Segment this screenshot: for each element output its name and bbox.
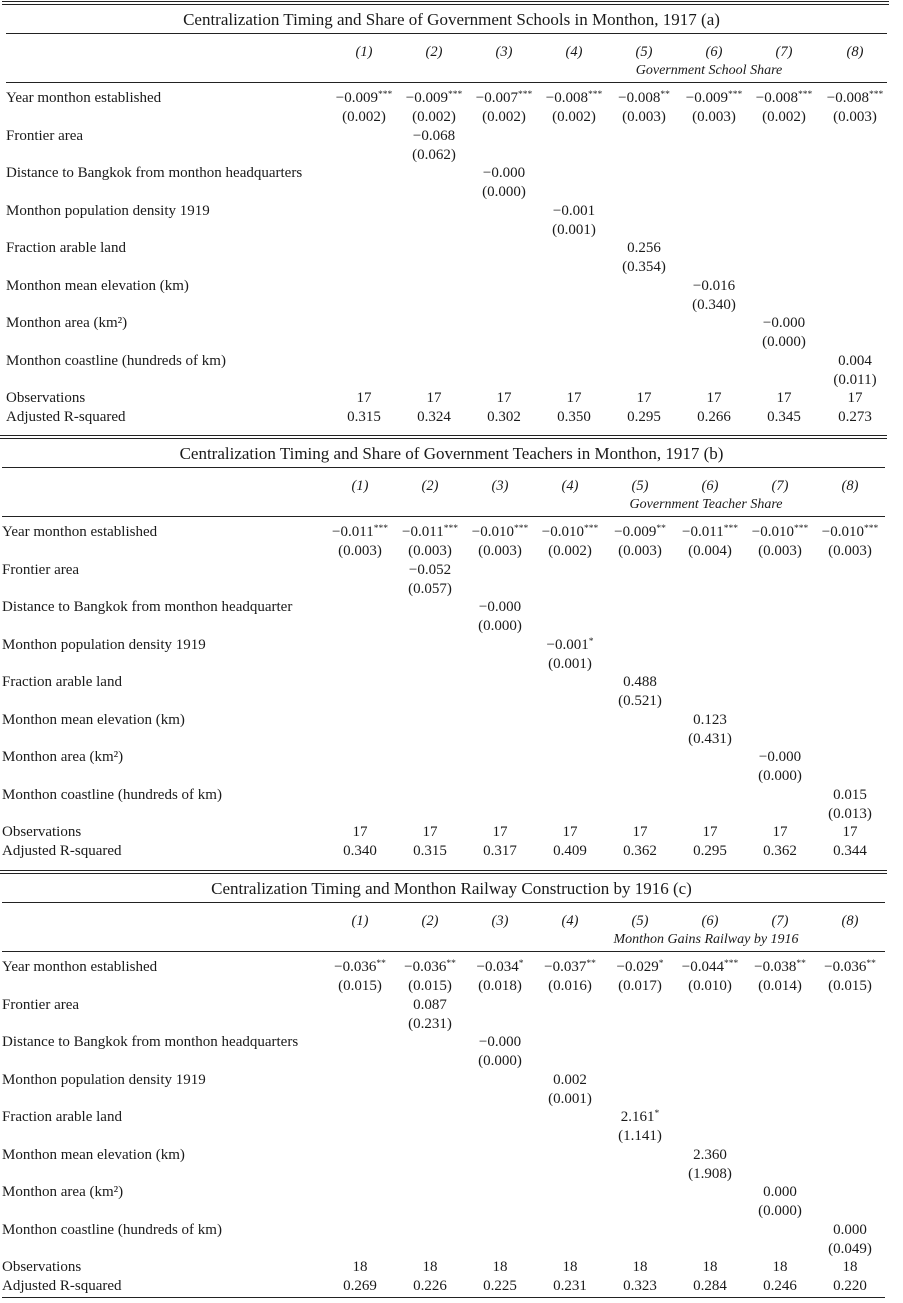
std-error-cell: (0.001) [552,221,596,238]
column-header: (3) [491,478,509,494]
r-squared-cell: 0.350 [557,409,591,425]
dependent-variable-label: Government Teacher Share [629,497,783,512]
row-label: Fraction arable land [6,240,126,256]
coefficient-cell: −0.009*** [685,90,743,106]
coefficient-cell: 0.256 [627,240,661,256]
coefficient-cell: −0.000 [762,315,806,331]
r-squared-cell: 0.344 [833,843,867,859]
r-squared-cell: 0.362 [763,843,797,859]
observations-cell: 17 [496,390,512,406]
observations-cell: 18 [352,1259,368,1275]
observations-label: Observations [2,1259,82,1275]
column-header: (4) [561,478,579,494]
column-header: (1) [351,478,369,494]
row-label: Year monthon established [2,959,158,975]
dependent-variable-label: Government School Share [635,63,783,78]
observations-cell: 17 [562,824,578,840]
column-header: (4) [561,913,579,929]
observations-label: Observations [6,390,86,406]
r-squared-cell: 0.302 [487,409,521,425]
row-label: Frontier area [6,127,84,144]
significance-stars: *** [723,524,738,534]
observations-cell: 17 [566,390,582,406]
r-squared-cell: 0.315 [347,409,381,425]
observations-cell: 17 [352,824,368,840]
r-squared-cell: 0.323 [623,1278,657,1294]
observations-cell: 17 [636,390,652,406]
std-error-cell: (0.340) [692,296,736,313]
std-error-cell: (0.231) [408,1015,452,1032]
r-squared-label: Adjusted R-squared [6,409,126,425]
observations-cell: 18 [632,1259,648,1275]
column-header: (7) [771,913,789,929]
column-header: (3) [491,913,509,929]
r-squared-cell: 0.315 [413,843,447,859]
std-error-cell: (0.003) [692,109,736,125]
std-error-cell: (0.062) [412,146,456,163]
coefficient-cell: 0.015 [833,786,867,803]
significance-stars: *** [373,524,388,534]
coefficient-cell: −0.011*** [332,524,388,540]
std-error-cell: (0.000) [758,768,802,784]
std-error-cell: (0.002) [762,109,806,125]
std-error-cell: (0.431) [688,730,732,747]
std-error-cell: (0.001) [548,1090,592,1107]
column-header: (5) [631,913,649,929]
column-header: (8) [841,478,859,494]
column-header: (7) [775,44,793,60]
coefficient-cell: −0.029* [616,959,664,975]
significance-stars: *** [517,90,533,100]
r-squared-cell: 0.273 [838,409,872,425]
column-header: (5) [631,478,649,494]
significance-stars: *** [863,524,879,534]
std-error-cell: (0.015) [338,978,382,994]
coefficient-cell: −0.068 [412,127,456,144]
coefficient-cell: 0.002 [553,1071,587,1088]
coefficient-cell: 0.087 [413,996,447,1013]
observations-cell: 18 [842,1259,858,1275]
r-squared-cell: 0.345 [767,409,801,425]
r-squared-cell: 0.284 [693,1278,727,1294]
row-label: Fraction arable land [2,1109,122,1125]
coefficient-cell: 2.161* [620,1109,660,1125]
coefficient-cell: −0.016 [692,277,736,294]
r-squared-cell: 0.362 [623,843,657,859]
coefficient-cell: −0.010*** [471,524,529,540]
observations-cell: 18 [562,1259,578,1275]
significance-stars: * [588,636,594,647]
std-error-cell: (0.013) [828,805,872,822]
coefficient-cell: −0.011*** [682,524,738,540]
std-error-cell: (0.011) [833,371,877,388]
coefficient-cell: 0.004 [838,352,872,369]
std-error-cell: (0.000) [478,1053,522,1069]
significance-stars: ** [796,959,806,969]
significance-stars: ** [866,959,876,969]
r-squared-cell: 0.409 [553,843,587,859]
row-label: Monthon area (km²) [2,1184,124,1200]
std-error-cell: (0.000) [482,184,526,200]
table-panel [0,869,903,1303]
column-header: (4) [565,44,583,60]
r-squared-cell: 0.266 [697,409,731,425]
column-header: (1) [351,913,369,929]
std-error-cell: (0.018) [478,978,522,994]
significance-stars: * [658,959,664,969]
std-error-cell: (0.003) [408,543,452,559]
observations-cell: 17 [772,824,788,840]
observations-cell: 18 [702,1259,718,1275]
coefficient-cell: −0.001 [552,202,596,219]
observations-cell: 17 [706,390,722,406]
std-error-cell: (0.003) [833,109,877,125]
std-error-cell: (1.908) [688,1165,732,1182]
row-label: Fraction arable land [2,674,122,690]
significance-stars: *** [377,90,393,100]
std-error-cell: (0.016) [548,978,592,994]
coefficient-cell: −0.008*** [545,90,603,106]
std-error-cell: (0.010) [688,978,732,994]
significance-stars: *** [587,90,603,100]
row-label: Monthon mean elevation (km) [6,277,189,294]
column-header: (1) [355,44,373,60]
significance-stars: *** [868,90,884,100]
column-header: (6) [701,913,719,929]
std-error-cell: (0.002) [342,109,386,125]
r-squared-label: Adjusted R-squared [2,1278,122,1294]
std-error-cell: (0.002) [548,543,592,559]
std-error-cell: (0.000) [762,334,806,350]
r-squared-cell: 0.295 [627,409,661,425]
std-error-cell: (0.014) [758,978,802,994]
observations-cell: 18 [492,1259,508,1275]
significance-stars: *** [727,90,743,100]
row-label: Monthon coastline (hundreds of km) [2,786,222,803]
std-error-cell: (0.003) [478,543,522,559]
significance-stars: *** [723,959,739,969]
row-label: Monthon population density 1919 [2,636,206,653]
significance-stars: *** [447,90,463,100]
coefficient-cell: −0.044*** [681,959,739,975]
observations-cell: 18 [772,1259,788,1275]
coefficient-cell: −0.010*** [821,524,879,540]
r-squared-label: Adjusted R-squared [2,843,122,859]
coefficient-cell: 0.000 [763,1184,797,1200]
column-header: (2) [425,44,443,60]
column-header: (2) [421,478,439,494]
column-header: (6) [705,44,723,60]
r-squared-cell: 0.226 [413,1278,447,1294]
coefficient-cell: −0.000 [758,749,802,765]
std-error-cell: (0.049) [828,1240,872,1257]
coefficient-cell: −0.009*** [335,90,393,106]
coefficient-cell: −0.036** [404,959,456,975]
title-rule [2,467,885,468]
column-header: (5) [635,44,653,60]
significance-stars: ** [660,90,670,100]
column-header: (3) [495,44,513,60]
significance-stars: ** [656,524,666,534]
observations-cell: 17 [632,824,648,840]
significance-stars: ** [376,959,386,969]
double-rule-bottom [0,438,887,439]
significance-stars: ** [586,959,596,969]
significance-stars: ** [446,959,456,969]
r-squared-cell: 0.225 [483,1278,517,1294]
observations-cell: 17 [702,824,718,840]
coefficient-cell: −0.008*** [755,90,813,106]
observations-cell: 17 [356,390,372,406]
significance-stars: *** [797,90,813,100]
double-rule-top [0,870,887,871]
double-rule-top [2,1,889,2]
r-squared-cell: 0.324 [417,409,451,425]
std-error-cell: (0.000) [478,618,522,634]
observations-cell: 17 [847,390,863,406]
std-error-cell: (0.017) [618,978,662,994]
coefficient-cell: −0.010*** [541,524,599,540]
r-squared-cell: 0.246 [763,1278,797,1294]
row-label: Year monthon established [2,524,158,540]
header-rule [2,516,885,517]
std-error-cell: (0.003) [622,109,666,125]
coefficient-cell: −0.000 [478,599,522,615]
row-label: Year monthon established [6,90,162,106]
std-error-cell: (0.003) [618,543,662,559]
std-error-cell: (0.521) [618,693,662,709]
panel-title: Centralization Timing and Share of Government Schools in Monthon, 1917 (a) [183,10,720,29]
column-header: (6) [701,478,719,494]
std-error-cell: (0.003) [758,543,802,559]
std-error-cell: (0.002) [552,109,596,125]
row-label: Monthon area (km²) [2,749,124,765]
std-error-cell: (0.057) [408,580,452,597]
coefficient-cell: −0.034* [476,959,524,975]
header-rule [6,82,887,83]
significance-stars: *** [793,524,809,534]
std-error-cell: (0.000) [758,1203,802,1219]
std-error-cell: (0.015) [828,978,872,994]
coefficient-cell: −0.008** [618,90,670,106]
row-label: Monthon mean elevation (km) [2,1146,185,1163]
std-error-cell: (0.354) [622,259,666,275]
significance-stars: * [654,1109,660,1119]
coefficient-cell: −0.007*** [475,90,533,106]
coefficient-cell: 0.488 [623,674,657,690]
row-label: Distance to Bangkok from monthon headquarters [2,1034,299,1050]
coefficient-cell: −0.011*** [402,524,458,540]
coefficient-cell: −0.001* [546,636,594,653]
column-header: (8) [841,913,859,929]
coefficient-cell: −0.009*** [405,90,463,106]
row-label: Monthon coastline (hundreds of km) [2,1221,222,1238]
row-label: Monthon area (km²) [6,315,128,331]
coefficient-cell: −0.000 [478,1034,522,1050]
coefficient-cell: −0.037** [544,959,596,975]
significance-stars: *** [583,524,599,534]
column-header: (8) [846,44,864,60]
coefficient-cell: −0.036** [824,959,876,975]
coefficient-cell: −0.008*** [826,90,884,106]
observations-cell: 17 [776,390,792,406]
row-label: Frontier area [2,561,80,578]
observations-cell: 17 [842,824,858,840]
title-rule [6,33,887,34]
table-panel [0,434,903,868]
table-bottom-rule [2,1297,885,1298]
observations-cell: 17 [492,824,508,840]
coefficient-cell: 2.360 [693,1146,727,1163]
coefficient-cell: 0.123 [693,711,727,728]
observations-cell: 17 [426,390,442,406]
observations-cell: 18 [422,1259,438,1275]
row-label: Monthon mean elevation (km) [2,711,185,728]
column-header: (2) [421,913,439,929]
coefficient-cell: −0.010*** [751,524,809,540]
dependent-variable-label: Monthon Gains Railway by 1916 [613,932,799,947]
row-label: Monthon population density 1919 [2,1071,206,1088]
coefficient-cell: −0.000 [482,165,526,181]
r-squared-cell: 0.220 [833,1278,867,1294]
row-label: Monthon coastline (hundreds of km) [6,352,226,369]
r-squared-cell: 0.269 [343,1278,377,1294]
std-error-cell: (0.003) [828,543,872,559]
significance-stars: * [518,959,524,969]
coefficient-cell: −0.038** [754,959,806,975]
double-rule-top [0,435,887,436]
std-error-cell: (0.002) [412,109,456,125]
r-squared-cell: 0.295 [693,843,727,859]
column-header: (7) [771,478,789,494]
std-error-cell: (0.015) [408,978,452,994]
row-label: Distance to Bangkok from monthon headquarters [6,165,303,181]
table-panel [0,0,903,434]
std-error-cell: (0.003) [338,543,382,559]
std-error-cell: (1.141) [618,1128,662,1144]
row-label: Monthon population density 1919 [6,202,210,219]
std-error-cell: (0.002) [482,109,526,125]
coefficient-cell: −0.036** [334,959,386,975]
coefficient-cell: 0.000 [833,1221,867,1238]
panel-title: Centralization Timing and Monthon Railway Construction by 1916 (c) [211,879,692,898]
r-squared-cell: 0.317 [483,843,517,859]
r-squared-cell: 0.231 [553,1278,587,1294]
observations-cell: 17 [422,824,438,840]
r-squared-cell: 0.340 [343,843,377,859]
std-error-cell: (0.001) [548,655,592,672]
observations-label: Observations [2,824,82,840]
double-rule-bottom [2,4,889,5]
coefficient-cell: −0.009** [614,524,666,540]
title-rule [2,902,885,903]
significance-stars: *** [443,524,458,534]
significance-stars: *** [513,524,529,534]
coefficient-cell: −0.052 [408,561,452,578]
panel-title: Centralization Timing and Share of Government Teachers in Monthon, 1917 (b) [179,444,724,463]
std-error-cell: (0.004) [688,543,732,559]
row-label: Frontier area [2,996,80,1013]
row-label: Distance to Bangkok from monthon headquarter [2,599,293,615]
header-rule [2,951,885,952]
double-rule-bottom [0,873,887,874]
